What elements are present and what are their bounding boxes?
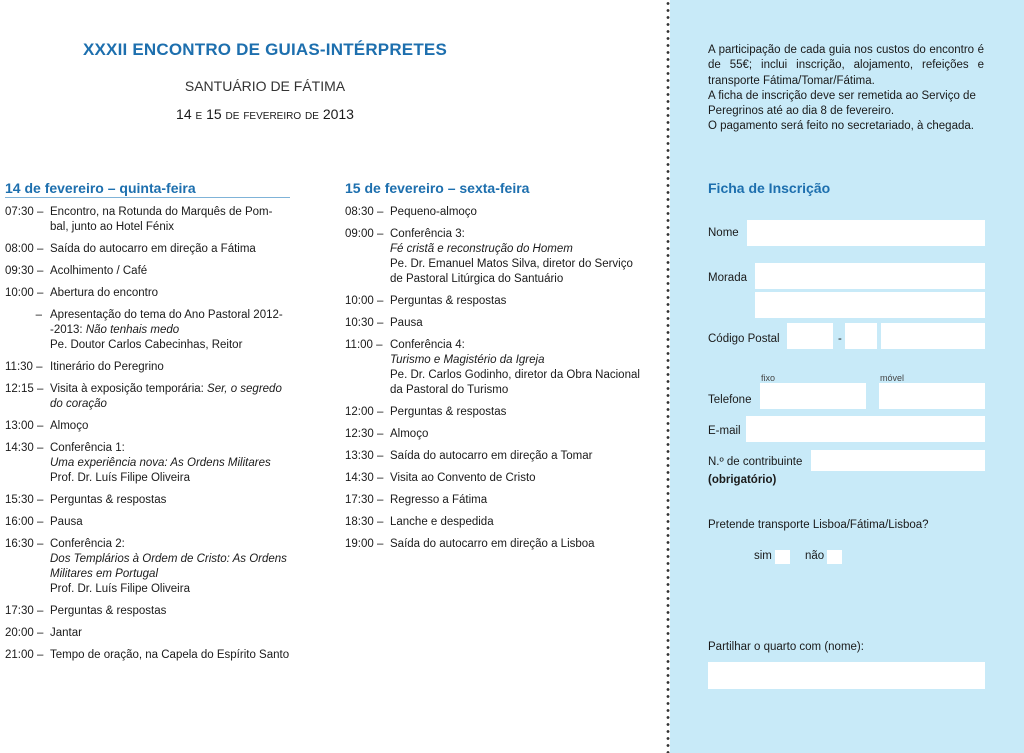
schedule-item: 21:00 – Tempo de oração, na Capela do Espírito Santo [5,649,290,661]
date-e: E [195,111,203,122]
event-venue: SANTUÁRIO DE FÁTIMA [184,78,346,94]
schedule-item: 16:00 – Pausa [5,516,83,528]
morada-field-line1[interactable] [755,263,985,289]
schedule-item: 12:00 – Perguntas & respostas [345,406,507,418]
date-day2: 15 [206,106,222,122]
email-field[interactable] [746,416,985,442]
date-month: FEVEREIRO [243,111,302,122]
schedule-item: 13:00 – Almoço [5,420,89,432]
schedule-item: 20:00 – Jantar [5,627,82,639]
schedule-item: 11:30 – Itinerário do Peregrino [5,361,164,373]
schedule-item: 19:00 – Saída do autocarro em direção a Lisboa [345,538,595,550]
morada-field-line2[interactable] [755,292,985,318]
partilhar-label: Partilhar o quarto com (nome): [708,641,864,653]
schedule-item: 15:30 – Perguntas & respostas [5,494,167,506]
day2-title: 15 de fevereiro – sexta-feira [345,180,530,196]
schedule-item: 14:30 – Visita ao Convento de Cristo [345,472,536,484]
schedule-item: 16:30 – Conferência 2: Dos Templários à Ordem de Cristo: As Ordens Militares em Portugal Prof. Dr. Luís Filipe Oliveira [5,538,287,595]
date-de1: DE [225,111,240,122]
transporte-question: Pretende transporte Lisboa/Fátima/Lisboa? [708,519,929,531]
sim-label: sim [754,550,772,562]
codigo-postal-field-part2[interactable] [845,323,877,349]
info-deadline: A ficha de inscrição deve ser remetida ao Serviço de Peregrinos até ao dia 8 de fevereiro. [708,89,976,118]
date-day1: 14 [176,106,192,122]
telefone-label: Telefone [708,394,752,406]
date-year: 2013 [322,106,354,122]
sim-checkbox[interactable] [775,550,790,564]
schedule-item: 10:00 – Perguntas & respostas [345,295,507,307]
telefone-fixo-field[interactable] [760,383,866,409]
nome-field[interactable] [747,220,985,246]
contribuinte-label: N.º de contribuinte [708,456,803,468]
codigo-postal-dash: - [838,333,842,345]
nome-label: Nome [708,227,739,239]
schedule-item: 11:00 – Conferência 4: Turismo e Magistério da Igreja Pe. Dr. Carlos Godinho, diretor da Obra Nacional da Pastoral do Turismo [345,339,640,396]
obrigatorio-label: (obrigatório) [708,474,777,486]
localidade-field[interactable] [881,323,985,349]
partilhar-field[interactable] [708,662,985,689]
nao-checkbox[interactable] [827,550,842,564]
event-date [0,106,530,122]
codigo-postal-field-part1[interactable] [787,323,833,349]
schedule-item: 08:00 – Saída do autocarro em direção a Fátima [5,243,256,255]
schedule-item: 17:30 – Regresso a Fátima [345,494,488,506]
day1-title: 14 de fevereiro – quinta-feira [5,180,290,198]
schedule-item: 14:30 – Conferência 1: Uma experiência nova: As Ordens Militares Prof. Dr. Luís Filipe Oliveira [5,442,271,484]
event-title: XXXII ENCONTRO DE GUIAS-INTÉRPRETES [82,40,448,59]
form-title: Ficha de Inscrição [708,180,831,196]
schedule-item: 13:30 – Saída do autocarro em direção a Tomar [345,450,593,462]
date-de2: DE [305,111,319,122]
telefone-movel-field[interactable] [879,383,985,409]
morada-label: Morada [708,272,747,284]
fixo-label: fixo [761,373,776,383]
participation-info [708,43,984,135]
schedule-item: 18:30 – Lanche e despedida [345,516,494,528]
movel-label: móvel [880,373,905,383]
codigo-postal-label: Código Postal [708,333,780,345]
day2-schedule [345,180,645,552]
schedule-item: – Apresentação do tema do Ano Pastoral 2012- -2013: Não tenhais medo Pe. Doutor Carlos Cabecinhas, Reitor [35,309,283,351]
schedule-item: 17:30 – Perguntas & respostas [5,605,167,617]
info-payment: O pagamento será feito no secretariado, à chegada. [708,120,974,133]
schedule-item: 09:00 – Conferência 3: Fé cristã e reconstrução do Homem Pe. Dr. Emanuel Matos Silva, diretor do Serviço de Pastoral Litúrgica do Santuário [345,228,633,285]
email-label: E-mail [708,425,741,437]
day1-schedule [5,180,290,663]
nao-label: não [805,550,825,562]
schedule-item: 12:30 – Almoço [345,428,429,440]
contribuinte-field[interactable] [811,450,985,471]
schedule-item: 10:00 – Abertura do encontro [5,287,159,299]
schedule-item: 10:30 – Pausa [345,317,423,329]
schedule-item: 09:30 – Acolhimento / Café [5,265,148,277]
schedule-item: 08:30 – Pequeno-almoço [345,206,477,218]
schedule-item: 12:15 – Visita à exposição temporária: Ser, o segredo do coração [5,383,282,410]
info-cost: A participação de cada guia nos custos do encontro é de 55€; inclui inscrição, alojamento, refeições e transporte Fátima/Tomar/Fátima. [708,44,984,87]
schedule-item: 07:30 – Encontro, na Rotunda do Marquês de Pom- bal, junto ao Hotel Fénix [5,206,273,233]
